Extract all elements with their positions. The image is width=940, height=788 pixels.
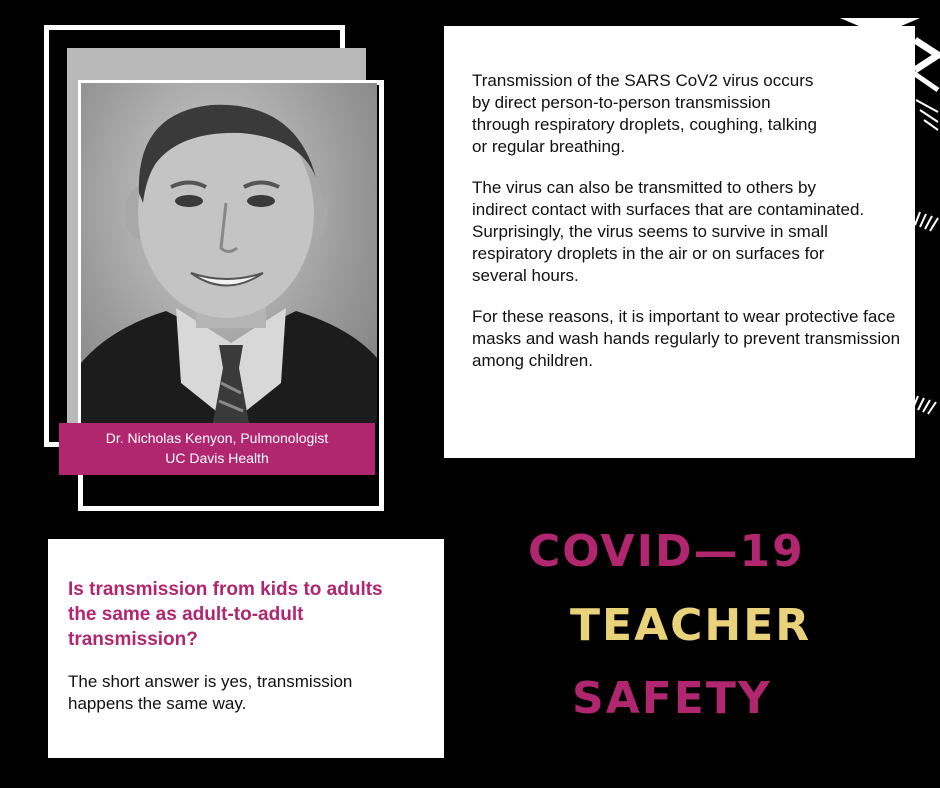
caption-name: Dr. Nicholas Kenyon, Pulmonologist (105, 430, 329, 446)
decorative-chevrons-icon (820, 10, 940, 140)
title-safety: SAFETY (572, 673, 772, 724)
decorative-dashes-bottom-icon (905, 378, 940, 418)
title-teacher: TEACHER (570, 600, 812, 651)
portrait-illustration (81, 83, 377, 423)
question-answer: The short answer is yes, transmission happens the same way. (68, 672, 353, 713)
title-covid: COVID—19 (528, 526, 805, 577)
question-heading: Is transmission from kids to adults the same as adult-to-adult transmission? (68, 579, 383, 650)
paragraph-indirect-contact: The virus can also be transmitted to others by indirect contact with surfaces that are contaminated. Surprisingly, the virus seems to survive in small respiratory droplets in the air or on surfaces for several hours. (472, 178, 865, 285)
caption-affiliation: UC Davis Health (165, 450, 269, 466)
paragraph-recommendations: For these reasons, it is important to wear protective face masks and wash hands regularly to prevent transmission among children. (472, 307, 901, 370)
question-box (48, 539, 444, 758)
paragraph-transmission: Transmission of the SARS CoV2 virus occurs by direct person-to-person transmission through respiratory droplets, coughing, talking or regular breathing. (472, 71, 817, 156)
photo-caption (59, 423, 375, 475)
doctor-portrait (81, 83, 377, 423)
decorative-dashes-top-icon (900, 200, 940, 240)
